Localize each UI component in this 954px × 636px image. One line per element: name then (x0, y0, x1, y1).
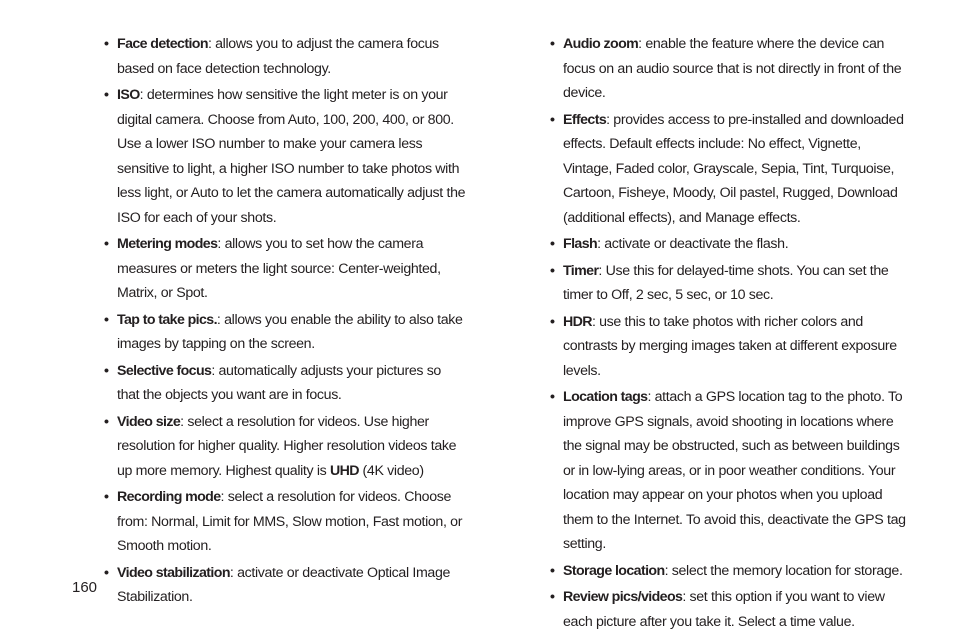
bullet-icon: • (104, 489, 109, 505)
setting-term: ISO (117, 87, 140, 103)
setting-term: Face detection (117, 36, 208, 52)
bullet-icon: • (104, 564, 109, 581)
bullet-icon: • (104, 236, 109, 252)
setting-description: : activate or deactivate Optical Image Stabilization. (117, 564, 451, 605)
bullet-item-recording-mode (104, 485, 466, 559)
bullet-icon: • (550, 389, 555, 405)
setting-term: Video stabilization (117, 564, 230, 581)
setting-description: : select a resolution for videos. Use higher resolution for higher quality. Higher resolution videos take up more memory. Highest quality is (117, 413, 457, 479)
page-number: 160 (72, 579, 98, 596)
bullet-icon: • (550, 236, 555, 252)
setting-description: : attach a GPS location tag to the photo. To improve GPS signals, avoid shooting in locations where the signal may be obstructed, such as between buildings or in low-lying areas, or in poor weather conditions. Your location may appear on your photos when you upload them to the Internet. To avoid this, deactivate the GPS tag setting. (563, 389, 906, 552)
setting-term: Video size (117, 413, 181, 430)
bullet-icon: • (550, 562, 555, 579)
setting-term: Metering modes (117, 236, 218, 252)
bullet-icon: • (550, 111, 555, 128)
bullet-icon: • (104, 311, 109, 328)
bullet-item-metering-modes (104, 232, 466, 306)
setting-term: Location tags (563, 389, 648, 405)
bullet-item-hdr (550, 310, 912, 384)
bullet-item-video-stabilization (104, 561, 466, 610)
setting-term: Flash (563, 236, 598, 252)
bullet-item-face-detection (104, 32, 466, 81)
bullet-item-review-pics-videos (550, 585, 912, 634)
setting-description: : enable the feature where the device can focus on an audio source that is not directly in front of the device. (563, 36, 902, 101)
setting-description-tail: (4K video) (358, 462, 424, 479)
setting-description: : select a resolution for videos. Choose from: Normal, Limit for MMS, Slow motion, Fast motion, or Smooth motion. (117, 489, 463, 554)
setting-term: Tap to take pics. (117, 311, 217, 328)
setting-term: Review pics/videos (563, 589, 683, 605)
setting-description: : Use this for delayed-time shots. You can set the timer to Off, 2 sec, 5 sec, or 10 sec. (563, 262, 889, 303)
bullet-item-storage-location (550, 559, 912, 584)
setting-description: : allows you enable the ability to also take images by tapping on the screen. (117, 311, 463, 352)
bullet-item-flash (550, 232, 912, 257)
bullet-item-video-size (104, 410, 466, 484)
bullet-icon: • (550, 262, 555, 279)
right-column (550, 32, 912, 636)
setting-description: : determines how sensitive the light meter is on your digital camera. Choose from Auto, 100, 200, 400, or 800. Use a lower ISO number to make your camera less sensitive to light, a higher ISO number to take photos with less light, or Auto to let the camera automatically adjust the ISO for each of your shots. (117, 87, 466, 226)
bullet-icon: • (104, 413, 109, 430)
bullet-icon: • (104, 362, 109, 379)
setting-term: Timer (563, 262, 599, 279)
left-column (104, 32, 466, 612)
setting-description: : automatically adjusts your pictures so that the objects you want are in focus. (117, 362, 441, 403)
bullet-item-audio-zoom (550, 32, 912, 106)
setting-term: Effects (563, 111, 607, 128)
bullet-item-iso (104, 83, 466, 230)
setting-description: : allows you to adjust the camera focus based on face detection technology. (117, 36, 439, 77)
bullet-icon: • (550, 589, 555, 605)
setting-term: Storage location (563, 562, 665, 579)
bullet-icon: • (550, 36, 555, 52)
setting-description: : allows you to set how the camera measures or meters the light source: Center-weighted, Matrix, or Spot. (117, 236, 441, 301)
setting-term: Audio zoom (563, 36, 639, 52)
setting-term: Recording mode (117, 489, 221, 505)
setting-description: : select the memory location for storage. (664, 562, 903, 579)
setting-description: : use this to take photos with richer colors and contrasts by merging images taken at different exposure levels. (563, 313, 897, 379)
bullet-icon: • (550, 313, 555, 330)
bullet-item-timer (550, 259, 912, 308)
bullet-item-effects (550, 108, 912, 231)
setting-description: : activate or deactivate the flash. (597, 236, 789, 252)
setting-term: HDR (563, 313, 592, 330)
bullet-icon: • (104, 36, 109, 52)
bullet-icon: • (104, 87, 109, 103)
bullet-item-selective-focus (104, 359, 466, 408)
setting-term: Selective focus (117, 362, 212, 379)
setting-description: : provides access to pre-installed and downloaded effects. Default effects include: No effect, Vignette, Vintage, Faded color, Grayscale, Sepia, Tint, Turquoise, Cartoon, Fisheye, Moody, Oil pastel, Rugged, Download (additional effects), and Manage effects. (563, 111, 904, 226)
bullet-item-location-tags (550, 385, 912, 557)
setting-description: : set this option if you want to view each picture after you take it. Select a time value. (563, 589, 885, 630)
bullet-item-tap-to-take-pics (104, 308, 466, 357)
setting-term-inline: UHD (330, 462, 359, 479)
